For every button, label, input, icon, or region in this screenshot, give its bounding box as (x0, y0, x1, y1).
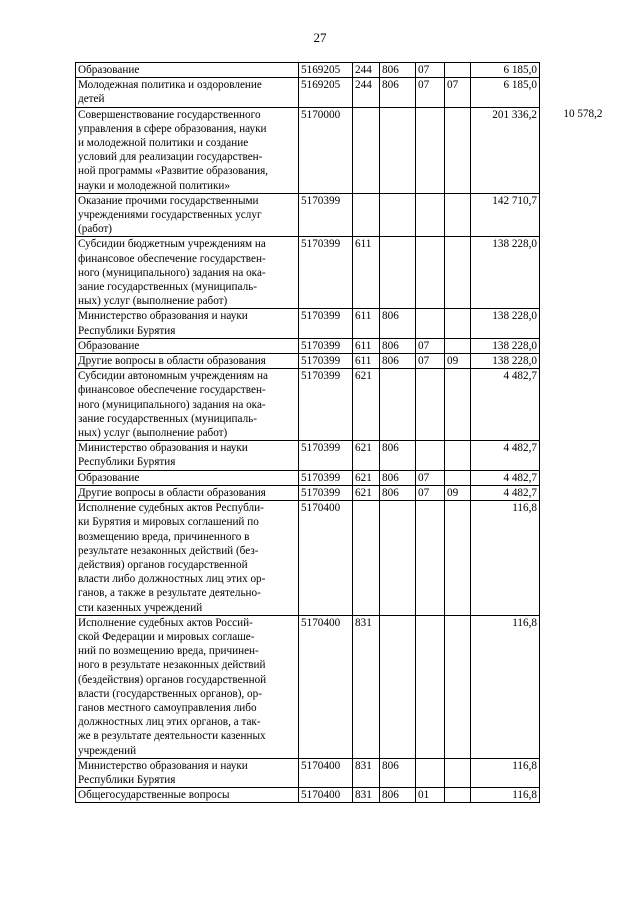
subsection-cell (445, 758, 471, 787)
target-article-cell: 5170399 (299, 369, 353, 441)
ministry-code-cell (380, 107, 416, 193)
section-cell (416, 441, 445, 470)
subsection-cell (445, 470, 471, 485)
amount-cell: 6 185,0 (471, 63, 540, 78)
expense-type-cell (353, 501, 380, 616)
expense-type-cell: 611 (353, 338, 380, 353)
expense-type-cell: 611 (353, 309, 380, 338)
table-row (76, 78, 603, 107)
row-name-cell: Субсидии автономным учреждениям на финансовое обеспечение государствен- ного (муниципального) задания на ока- зание государственных (муниципаль- ных) услуг (выполнение работ) (76, 369, 299, 441)
amount-cell: 4 482,7 (471, 470, 540, 485)
amount-2-cell (540, 354, 603, 369)
target-article-cell: 5170399 (299, 338, 353, 353)
amount-cell: 4 482,7 (471, 485, 540, 500)
target-article-cell: 5170400 (299, 758, 353, 787)
table-row (76, 788, 603, 803)
section-cell: 07 (416, 354, 445, 369)
amount-2-cell (540, 193, 603, 237)
amount-2-cell (540, 63, 603, 78)
subsection-cell (445, 107, 471, 193)
amount-cell: 116,8 (471, 788, 540, 803)
subsection-cell (445, 237, 471, 309)
ministry-code-cell: 806 (380, 309, 416, 338)
subsection-cell (445, 501, 471, 616)
row-name-cell: Другие вопросы в области образования (76, 354, 299, 369)
section-cell: 07 (416, 338, 445, 353)
section-cell (416, 615, 445, 758)
row-name-cell: Молодежная политика и оздоровление детей (76, 78, 299, 107)
amount-2-cell (540, 788, 603, 803)
row-name-cell: Общегосударственные вопросы (76, 788, 299, 803)
ministry-code-cell (380, 615, 416, 758)
section-cell: 07 (416, 63, 445, 78)
ministry-code-cell: 806 (380, 78, 416, 107)
amount-2-cell (540, 758, 603, 787)
expense-type-cell: 244 (353, 78, 380, 107)
amount-cell: 138 228,0 (471, 237, 540, 309)
amount-2-cell (540, 237, 603, 309)
section-cell (416, 369, 445, 441)
table-row (76, 63, 603, 78)
ministry-code-cell: 806 (380, 485, 416, 500)
ministry-code-cell (380, 237, 416, 309)
section-cell: 01 (416, 788, 445, 803)
budget-table (75, 62, 603, 803)
table-row (76, 354, 603, 369)
row-name-cell: Исполнение судебных актов Россий- ской Федерации и мировых соглаше- ний по возмещению вреда, причинен- ного в результате незаконных действий (бездействия) органов государственной власти (государственных органов), ор- ганов местного самоуправления либо должностных лиц этих органов, а так- же в результате деятельности казенных учреждений (76, 615, 299, 758)
table-row (76, 237, 603, 309)
row-name-cell: Министерство образования и науки Республики Бурятия (76, 441, 299, 470)
table-row (76, 501, 603, 616)
section-cell (416, 237, 445, 309)
subsection-cell (445, 441, 471, 470)
expense-type-cell: 244 (353, 63, 380, 78)
amount-cell: 201 336,2 (471, 107, 540, 193)
target-article-cell: 5170399 (299, 354, 353, 369)
expense-type-cell: 611 (353, 237, 380, 309)
amount-2-cell (540, 470, 603, 485)
amount-2-cell (540, 369, 603, 441)
row-name-cell: Образование (76, 470, 299, 485)
section-cell (416, 309, 445, 338)
row-name-cell: Министерство образования и науки Республики Бурятия (76, 309, 299, 338)
row-name-cell: Другие вопросы в области образования (76, 485, 299, 500)
target-article-cell: 5170399 (299, 441, 353, 470)
expense-type-cell: 611 (353, 354, 380, 369)
subsection-cell (445, 615, 471, 758)
subsection-cell (445, 338, 471, 353)
target-article-cell: 5170399 (299, 237, 353, 309)
expense-type-cell: 831 (353, 615, 380, 758)
target-article-cell: 5170400 (299, 615, 353, 758)
section-cell (416, 193, 445, 237)
ministry-code-cell: 806 (380, 470, 416, 485)
ministry-code-cell: 806 (380, 63, 416, 78)
row-name-cell: Министерство образования и науки Республики Бурятия (76, 758, 299, 787)
subsection-cell (445, 63, 471, 78)
expense-type-cell: 621 (353, 470, 380, 485)
subsection-cell (445, 369, 471, 441)
section-cell (416, 107, 445, 193)
section-cell: 07 (416, 470, 445, 485)
section-cell: 07 (416, 78, 445, 107)
row-name-cell: Образование (76, 63, 299, 78)
amount-2-cell (540, 485, 603, 500)
target-article-cell: 5170399 (299, 470, 353, 485)
ministry-code-cell: 806 (380, 441, 416, 470)
subsection-cell: 07 (445, 78, 471, 107)
table-row (76, 441, 603, 470)
ministry-code-cell (380, 369, 416, 441)
ministry-code-cell: 806 (380, 758, 416, 787)
expense-type-cell: 621 (353, 485, 380, 500)
amount-cell: 4 482,7 (471, 369, 540, 441)
amount-cell: 138 228,0 (471, 309, 540, 338)
amount-cell: 116,8 (471, 501, 540, 616)
table-row (76, 758, 603, 787)
amount-2-cell (540, 501, 603, 616)
row-name-cell: Образование (76, 338, 299, 353)
expense-type-cell: 621 (353, 441, 380, 470)
target-article-cell: 5170400 (299, 501, 353, 616)
amount-cell: 116,8 (471, 615, 540, 758)
row-name-cell: Исполнение судебных актов Республи- ки Бурятия и мировых соглашений по возмещению вреда, причиненного в результате незаконных действий (без- действия) органов государственной власти либо должностных лиц этих ор- ганов, а также в результате деятельно- сти казенных учреждений (76, 501, 299, 616)
amount-cell: 4 482,7 (471, 441, 540, 470)
expense-type-cell: 621 (353, 369, 380, 441)
amount-2-cell (540, 78, 603, 107)
ministry-code-cell (380, 501, 416, 616)
expense-type-cell (353, 193, 380, 237)
table-row (76, 470, 603, 485)
target-article-cell: 5169205 (299, 78, 353, 107)
row-name-cell: Совершенствование государственного управления в сфере образования, науки и молодежной политики и создание условий для реализации государствен- ной программы «Развитие образования, науки и молодежной политики» (76, 107, 299, 193)
section-cell: 07 (416, 485, 445, 500)
subsection-cell (445, 193, 471, 237)
subsection-cell: 09 (445, 354, 471, 369)
amount-cell: 116,8 (471, 758, 540, 787)
subsection-cell (445, 309, 471, 338)
amount-cell: 142 710,7 (471, 193, 540, 237)
target-article-cell: 5170399 (299, 309, 353, 338)
amount-2-cell (540, 338, 603, 353)
amount-2-cell: 10 578,2 (540, 107, 603, 193)
expense-type-cell: 831 (353, 788, 380, 803)
table-row (76, 369, 603, 441)
target-article-cell: 5170000 (299, 107, 353, 193)
amount-2-cell (540, 615, 603, 758)
section-cell (416, 501, 445, 616)
table-row (76, 615, 603, 758)
subsection-cell: 09 (445, 485, 471, 500)
target-article-cell: 5169205 (299, 63, 353, 78)
amount-2-cell (540, 441, 603, 470)
target-article-cell: 5170400 (299, 788, 353, 803)
ministry-code-cell: 806 (380, 354, 416, 369)
row-name-cell: Субсидии бюджетным учреждениям на финансовое обеспечение государствен- ного (муниципального) задания на ока- зание государственных (муниципаль- ных) услуг (выполнение работ) (76, 237, 299, 309)
target-article-cell: 5170399 (299, 485, 353, 500)
amount-cell: 138 228,0 (471, 354, 540, 369)
expense-type-cell (353, 107, 380, 193)
table-row (76, 107, 603, 193)
table-row (76, 485, 603, 500)
table-row (76, 309, 603, 338)
ministry-code-cell: 806 (380, 338, 416, 353)
amount-cell: 6 185,0 (471, 78, 540, 107)
row-name-cell: Оказание прочими государственными учреждениями государственных услуг (работ) (76, 193, 299, 237)
ministry-code-cell: 806 (380, 788, 416, 803)
table-row (76, 338, 603, 353)
amount-2-cell (540, 309, 603, 338)
page-number: 27 (313, 30, 327, 45)
expense-type-cell: 831 (353, 758, 380, 787)
ministry-code-cell (380, 193, 416, 237)
subsection-cell (445, 788, 471, 803)
table-row (76, 193, 603, 237)
target-article-cell: 5170399 (299, 193, 353, 237)
section-cell (416, 758, 445, 787)
amount-cell: 138 228,0 (471, 338, 540, 353)
